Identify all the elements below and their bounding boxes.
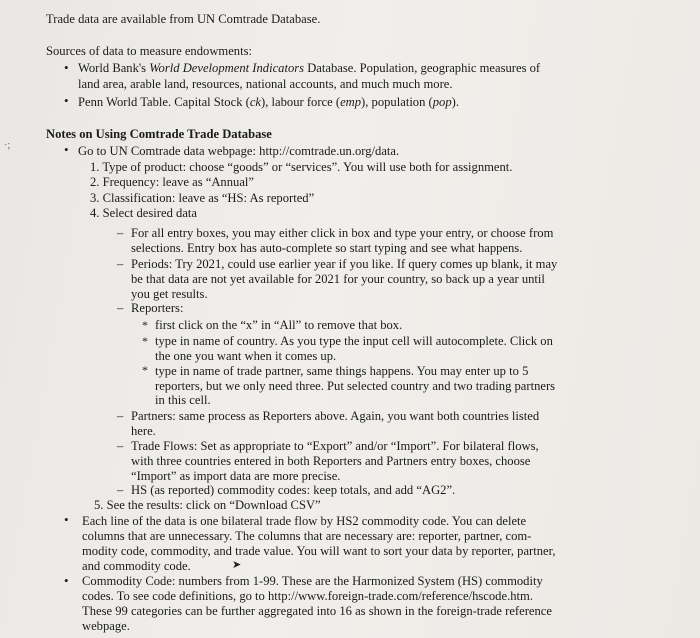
source-world-bank: World Bank's World Development Indicators Database. Population, geographic measures of [78, 61, 541, 75]
step-5: 5. See the results: click on “Download CSV” [94, 498, 321, 512]
reporters-sub-line: type in name of country. As you type the input cell will autocomplete. Click on [155, 334, 553, 348]
bullet-icon: • [64, 573, 69, 588]
reporters-sub-line: type in name of trade partner, same things happens. You may enter up to 5 [155, 364, 529, 378]
step-3: 3. Classification: leave as “HS: As reported” [90, 191, 315, 205]
sources-heading: Sources of data to measure endowments: [46, 44, 252, 58]
dash-bullet: – [117, 409, 124, 423]
bullet-icon: • [64, 60, 69, 75]
trade-flows-line: with three countries entered in both Reporters and Partners entry boxes, choose [131, 454, 531, 468]
each-line-text: modity code, commodity, and trade value. You will want to sort your data by reporter, partner, [82, 544, 556, 558]
periods-line: be that data are not yet available for 2021 for your country, so back up a year until [131, 272, 545, 286]
dash-bullet: – [117, 226, 124, 240]
periods-line: you get results. [131, 287, 208, 301]
reporters-sub-line: reporters, but we only need three. Put selected country and two trading partners [155, 379, 556, 393]
commodity-text: Commodity Code: numbers from 1-99. These are the Harmonized System (HS) commodity [82, 574, 543, 588]
dash-bullet: – [117, 483, 124, 497]
reporters-sub-line: first click on the “x” in “All” to remove that box. [155, 318, 403, 332]
hs-line: HS (as reported) commodity codes: keep totals, and add “AG2”. [131, 483, 456, 497]
each-line-text: columns that are unnecessary. The columns that are necessary are: reporter, partner, com- [82, 529, 532, 543]
partners-line: here. [131, 424, 156, 438]
periods-line: Periods: Try 2021, could use earlier year if you like. If query comes up blank, it may [131, 257, 558, 271]
reporters-label: Reporters: [131, 301, 184, 315]
dash-bullet: – [117, 257, 124, 271]
goto-comtrade: Go to UN Comtrade data webpage: http://comtrade.un.org/data. [78, 144, 400, 158]
star-bullet: * [142, 318, 148, 332]
step-4: 4. Select desired data [90, 206, 198, 220]
dash-bullet: – [117, 301, 124, 315]
bullet-icon: • [64, 512, 69, 527]
commodity-text: These 99 categories can be further aggregated into 16 as shown in the foreign-trade reference [82, 604, 552, 618]
intro-line: Trade data are available from UN Comtrade Database. [46, 12, 321, 26]
step-1: 1. Type of product: choose “goods” or “services”. You will use both for assignment. [90, 160, 513, 174]
bullet-icon: • [64, 93, 69, 108]
commodity-text: webpage. [82, 619, 130, 633]
reporters-sub-line: in this cell. [155, 393, 211, 407]
commodity-text: codes. To see code definitions, go to http://www.foreign-trade.com/reference/hscode.htm. [82, 589, 533, 603]
each-line-text: and commodity code. [82, 559, 191, 573]
star-bullet: * [142, 363, 148, 377]
reporters-sub-line: the one you want when it comes up. [155, 349, 337, 363]
margin-mark: ·; [4, 140, 11, 151]
each-line-text: Each line of the data is one bilateral trade flow by HS2 commodity code. You can delete [82, 514, 527, 528]
step-2: 2. Frequency: leave as “Annual” [90, 175, 255, 189]
source-penn-world-table: Penn World Table. Capital Stock (ck), labour force (emp), population (pop). [78, 95, 459, 109]
entry-boxes-line: For all entry boxes, you may either click in box and type your entry, or choose from [131, 226, 554, 240]
trade-flows-line: Trade Flows: Set as appropriate to “Export” and/or “Import”. For bilateral flows, [131, 439, 539, 453]
notes-heading: Notes on Using Comtrade Trade Database [46, 127, 272, 141]
entry-boxes-line: selections. Entry box has auto-complete so start typing and see what happens. [131, 241, 523, 255]
partners-line: Partners: same process as Reporters above. Again, you want both countries listed [131, 409, 540, 423]
cursor-mark: ➤ [232, 559, 242, 571]
source-world-bank-cont: land area, arable land, resources, national accounts, and much much more. [78, 77, 453, 91]
trade-flows-line: “Import” as import data are more precise. [131, 469, 341, 483]
bullet-icon: • [64, 142, 69, 157]
dash-bullet: – [117, 439, 124, 453]
star-bullet: * [142, 334, 148, 348]
